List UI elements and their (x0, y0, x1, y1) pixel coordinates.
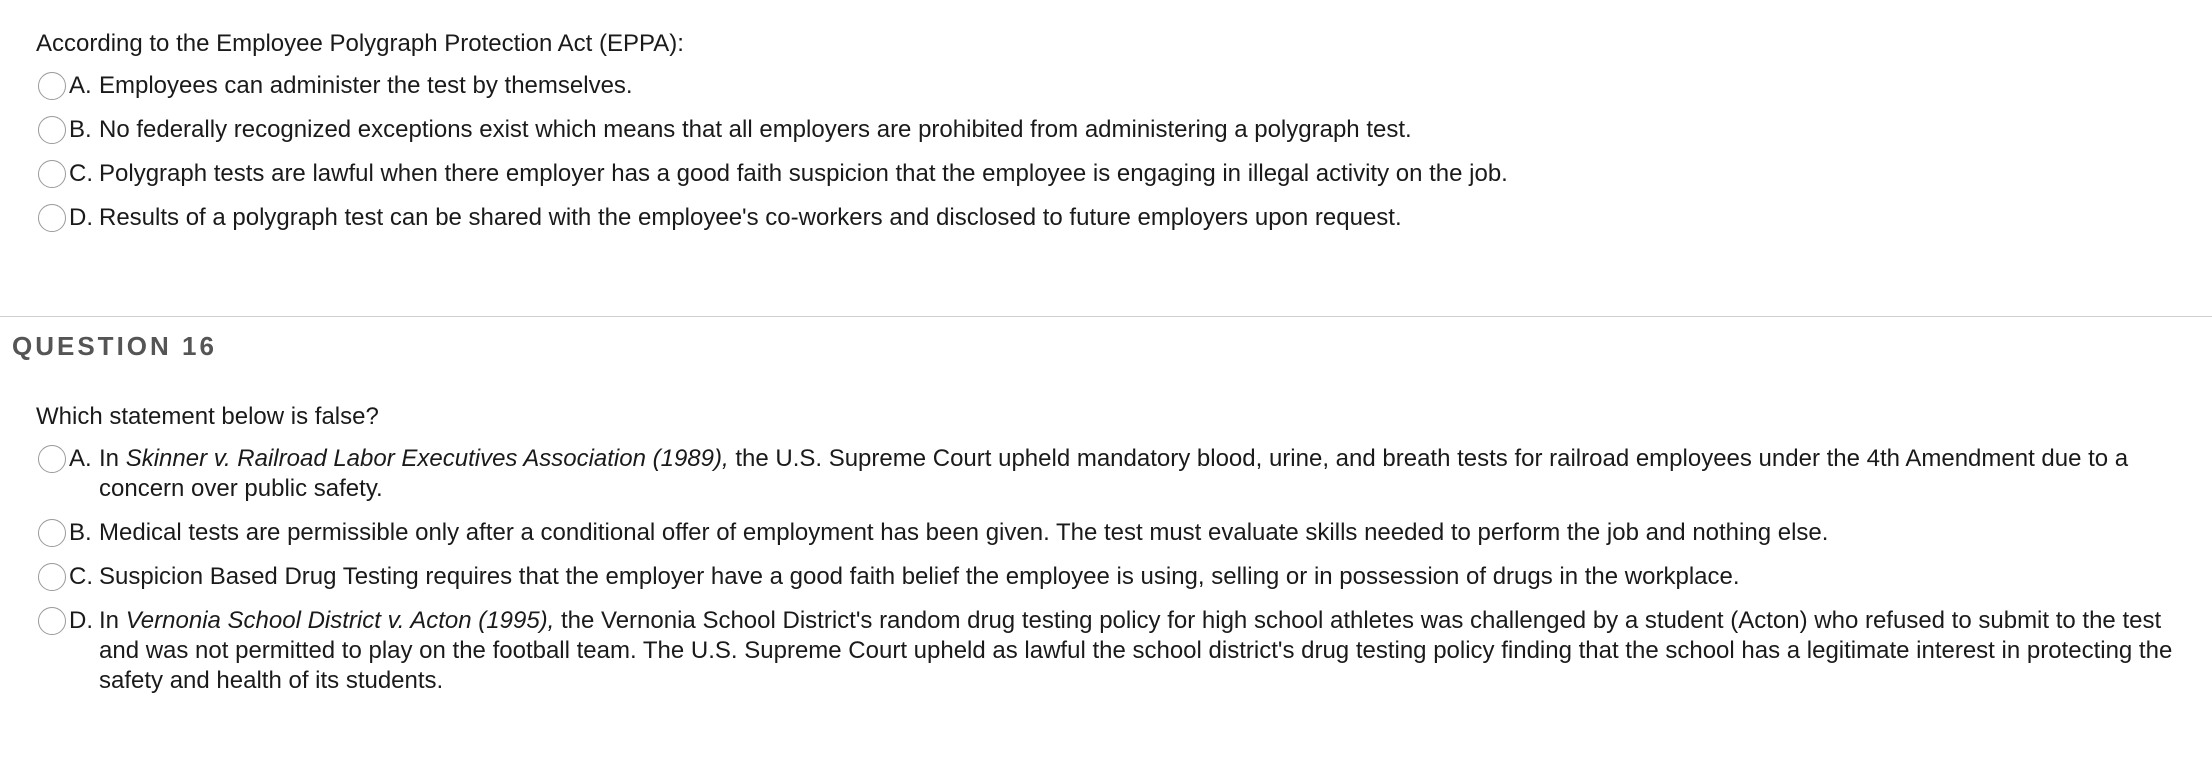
option-text: Employees can administer the test by themselves. (99, 72, 633, 99)
radio-button[interactable] (38, 204, 66, 232)
option-text-post: the U.S. Supreme Court upheld mandatory blood, urine, and breath tests for railroad employees under the 4th Amendment due to a concern over public safety. (99, 445, 2129, 502)
option-text: Medical tests are permissible only after a conditional offer of employment has been given. The test must evaluate skills needed to perform the job and nothing else. (99, 519, 1829, 546)
option-text: Results of a polygraph test can be shared with the employee's co-workers and disclosed to future employers upon request. (99, 204, 1402, 231)
radio-button[interactable] (38, 607, 66, 635)
question-16-option-a[interactable] (38, 444, 2188, 504)
question-15-prompt: According to the Employee Polygraph Protection Act (EPPA): (36, 30, 684, 57)
option-letter: C. (69, 160, 93, 187)
option-letter: B. (69, 519, 92, 546)
case-name: Vernonia School District v. Acton (1995), (125, 607, 555, 634)
option-text: No federally recognized exceptions exist which means that all employers are prohibited from administering a polygraph test. (99, 116, 1412, 143)
radio-button[interactable] (38, 445, 66, 473)
question-15-option-d[interactable] (38, 203, 2188, 233)
option-letter: D. (69, 607, 93, 634)
radio-button[interactable] (38, 116, 66, 144)
radio-button[interactable] (38, 72, 66, 100)
radio-button[interactable] (38, 563, 66, 591)
option-letter: A. (69, 445, 92, 472)
option-letter: D. (69, 204, 93, 231)
option-text: Suspicion Based Drug Testing requires that the employer have a good faith belief the employee is using, selling or in possession of drugs in the workplace. (99, 563, 1740, 590)
question-16-prompt: Which statement below is false? (36, 403, 379, 430)
option-text-pre: In (99, 445, 126, 472)
option-text-pre: In (99, 607, 126, 634)
option-text: Polygraph tests are lawful when there employer has a good faith suspicion that the employee is engaging in illegal activity on the job. (99, 160, 1508, 187)
question-16-option-c[interactable] (38, 562, 2188, 592)
option-text (99, 606, 2188, 696)
question-16-option-b[interactable] (38, 518, 2188, 548)
question-divider (0, 316, 2212, 317)
radio-button[interactable] (38, 160, 66, 188)
option-text (99, 444, 2188, 504)
option-letter: A. (69, 72, 92, 99)
option-letter: B. (69, 116, 92, 143)
option-letter: C. (69, 563, 93, 590)
question-16-header: QUESTION 16 (12, 331, 217, 361)
question-15-option-a[interactable] (38, 71, 2188, 101)
option-text-post: the Vernonia School District's random drug testing policy for high school athletes was challenged by a student (Acton) who refused to submit to the test and was not permitted to play on the football team. The U.S. Supreme Court upheld as lawful the school district's drug testing policy finding that the school has a legitimate interest in protecting the safety and health of its students. (99, 607, 2173, 694)
question-15-option-c[interactable] (38, 159, 2188, 189)
question-15-option-b[interactable] (38, 115, 2188, 145)
case-name: Skinner v. Railroad Labor Executives Association (1989), (125, 445, 729, 472)
radio-button[interactable] (38, 519, 66, 547)
question-16-option-d[interactable] (38, 606, 2188, 696)
